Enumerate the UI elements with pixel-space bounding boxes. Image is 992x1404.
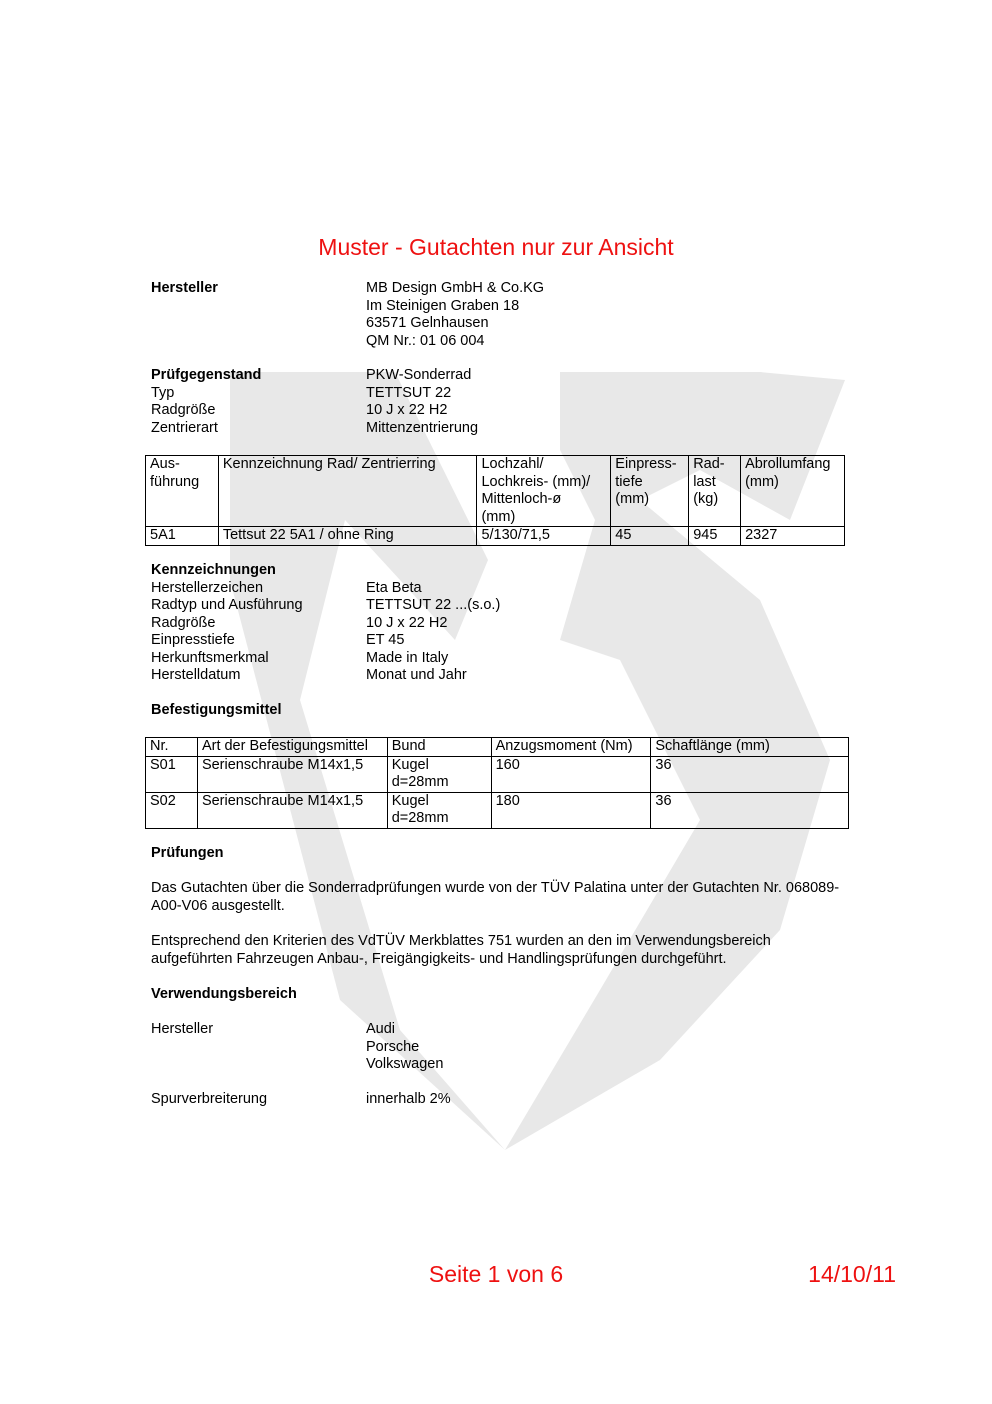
test-object-heading-value: PKW-Sonderrad [366,367,472,383]
track-widening-label: Spurverbreiterung [151,1091,268,1107]
manufacturer-line: 63571 Gelnhausen [366,315,489,331]
tests-heading: Prüfungen [151,845,224,861]
markings-value: ET 45 [366,632,405,648]
usage-manufacturer-label: Hersteller [151,1021,214,1037]
manufacturer-label: Hersteller [151,280,218,296]
track-widening-value: innerhalb 2% [366,1091,451,1107]
markings-value: Monat und Jahr [366,667,467,683]
wheel-cell: 45 [611,527,689,546]
tests-paragraph-2: Entsprechend den Kriterien des VdTÜV Merkblattes 751 wurden an den im Verwendungsbereich aufgeführten Fahrzeugen Anbau-, Freigängigkeits- und Handlingsprüfungen durchgeführt. [151,933,771,967]
wheel-header-cell: Einpress- tiefe (mm) [611,456,689,527]
manufacturer-address [366,280,544,350]
manufacturer-line: QM Nr.: 01 06 004 [366,332,485,349]
markings-values [366,580,500,685]
wheel-header-cell: Kennzeichnung Rad/ Zentrierring [218,456,477,527]
table-row [146,792,849,828]
fastener-cell: Serienschraube M14x1,5 [197,792,387,828]
usage-manufacturer-list [366,1021,443,1074]
fasteners-table [145,737,849,829]
fastener-cell: S02 [146,792,198,828]
test-object-label: Zentrierart [151,419,218,436]
test-object-values [366,367,478,437]
test-object-value: TETTSUT 22 [366,384,452,401]
usage-heading: Verwendungsbereich [151,986,297,1002]
markings-value: Made in Italy [366,649,449,666]
wheel-header-cell: Abrollumfang (mm) [741,456,845,527]
markings-label: Herstellerzeichen [151,579,264,596]
fastener-cell: 160 [491,756,651,792]
watermark-title: Muster - Gutachten nur zur Ansicht [318,234,674,260]
markings-labels [151,562,303,685]
fastener-cell: Serienschraube M14x1,5 [197,756,387,792]
tests-paragraph-1: Das Gutachten über die Sonderradprüfungen wurde von der TÜV Palatina unter der Gutachten Nr. 068089-A00-V06 ausgestellt. [151,880,840,914]
table-row [146,527,845,546]
page-number: Seite 1 von 6 [428,1261,564,1287]
wheel-cell: 945 [689,527,741,546]
list-item: Porsche [366,1038,420,1055]
wheel-table-header-row [146,456,845,527]
list-item: Volkswagen [366,1056,444,1072]
fasteners-heading: Befestigungsmittel [151,702,282,718]
markings-label: Einpresstiefe [151,632,235,648]
test-object-value: 10 J x 22 H2 [366,402,448,418]
wheel-header-cell: Lochzahl/ Lochkreis- (mm)/ Mittenloch-ø (mm) [477,456,611,527]
fastener-header-cell: Schaftlänge (mm) [651,738,849,757]
markings-heading: Kennzeichnungen [151,562,276,578]
test-object-heading: Prüfgegenstand [151,367,262,383]
footer-date: 14/10/11 [808,1261,896,1287]
manufacturer-line: MB Design GmbH & Co.KG [366,280,545,296]
wheel-table [145,455,845,546]
fastener-header-cell: Art der Befestigungsmittel [197,738,387,757]
fasteners-header-row [146,738,849,757]
wheel-cell: 5/130/71,5 [477,527,611,546]
manufacturer-line: Im Steinigen Graben 18 [366,297,520,314]
test-object-value: Mittenzentrierung [366,419,479,436]
markings-label: Herstelldatum [151,667,241,683]
markings-value: Eta Beta [366,579,422,596]
markings-label: Herkunftsmerkmal [151,649,269,666]
wheel-cell: 2327 [741,527,845,546]
test-object-labels [151,367,261,437]
fastener-header-cell: Bund [387,738,491,757]
fastener-cell: Kugel d=28mm [387,792,491,828]
markings-value: TETTSUT 22 ...(s.o.) [366,597,501,613]
fastener-header-cell: Nr. [146,738,198,757]
wheel-cell: Tettsut 22 5A1 / ohne Ring [218,527,477,546]
fastener-cell: Kugel d=28mm [387,756,491,792]
fastener-cell: 180 [491,792,651,828]
markings-value: 10 J x 22 H2 [366,614,448,631]
test-object-label: Typ [151,384,175,401]
wheel-cell: 5A1 [146,527,219,546]
list-item: Audi [366,1021,396,1037]
wheel-header-cell: Aus- führung [146,456,219,527]
fastener-cell: 36 [651,792,849,828]
table-row [146,756,849,792]
test-object-label: Radgröße [151,402,216,418]
markings-label: Radtyp und Ausführung [151,597,303,613]
fastener-cell: 36 [651,756,849,792]
fastener-cell: S01 [146,756,198,792]
markings-label: Radgröße [151,614,216,631]
fastener-header-cell: Anzugsmoment (Nm) [491,738,651,757]
wheel-header-cell: Rad- last (kg) [689,456,741,527]
